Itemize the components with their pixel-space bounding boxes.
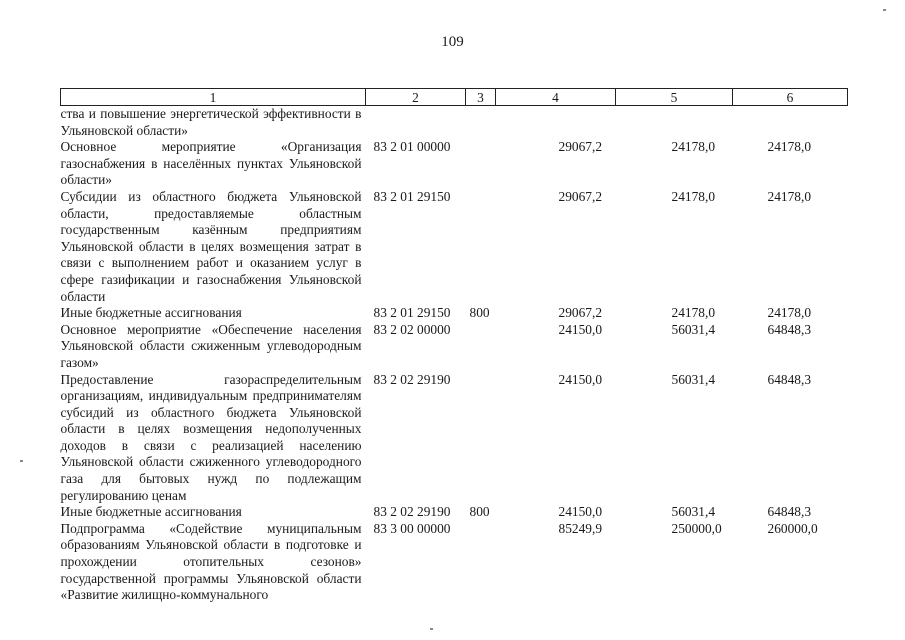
row-code	[366, 106, 466, 140]
row-value-col6: 64848,3	[767, 321, 812, 337]
row-code: 83 2 01 00000	[373, 139, 451, 155]
table-row	[61, 305, 848, 322]
page-number: 109	[441, 34, 464, 50]
row-expense-type	[466, 189, 496, 305]
row-value-col4: 29067,2	[558, 188, 603, 204]
row-value-col6: 64848,3	[767, 504, 812, 520]
row-code: 83 3 00 00000	[373, 520, 451, 536]
row-name: Основное мероприятие «Организация газоснабжения в населённых пунктах Ульяновской области»	[60, 139, 362, 188]
row-name: ства и повышение энергетической эффективности в Ульяновской области»	[60, 106, 362, 138]
row-value-col5: 24178,0	[671, 139, 716, 155]
row-value-col6: 24178,0	[767, 139, 812, 155]
row-expense-type: 800	[469, 305, 490, 321]
row-value-col5	[616, 106, 733, 140]
col-header-1: 1	[61, 89, 366, 106]
scan-speck	[20, 460, 23, 462]
col-header-3: 3	[466, 89, 496, 106]
col-header-6: 6	[733, 89, 848, 106]
table-row	[61, 372, 848, 505]
row-name: Иные бюджетные ассигнования	[60, 305, 242, 321]
row-name: Субсидии из областного бюджета Ульяновской области, предоставляемые областным государственным казённым предприятиям Ульяновской области в целях возмещения затрат в связи с выполнением работ и оказанием услуг в сфере газификации и газоснабжения Ульяновской области	[60, 188, 362, 304]
row-value-col6: 64848,3	[767, 371, 812, 387]
row-value-col4: 24150,0	[558, 371, 603, 387]
row-value-col6	[733, 106, 848, 140]
row-value-col4: 29067,2	[558, 305, 603, 321]
row-code: 83 2 01 29150	[373, 188, 451, 204]
col-header-4: 4	[496, 89, 616, 106]
row-name: Иные бюджетные ассигнования	[60, 504, 242, 520]
row-value-col4: 85249,9	[558, 520, 603, 536]
row-expense-type	[466, 322, 496, 372]
row-value-col6: 260000,0	[767, 520, 818, 536]
row-expense-type	[466, 521, 496, 604]
table-row	[61, 521, 848, 604]
col-header-2: 2	[366, 89, 466, 106]
row-value-col5: 250000,0	[671, 520, 722, 536]
header-row	[61, 89, 848, 106]
row-value-col4: 24150,0	[558, 504, 603, 520]
row-expense-type	[466, 372, 496, 505]
row-code: 83 2 02 00000	[373, 321, 451, 337]
row-value-col5: 24178,0	[671, 188, 716, 204]
row-code: 83 2 02 29190	[373, 504, 451, 520]
table-row	[61, 189, 848, 305]
row-expense-type	[466, 139, 496, 189]
row-value-col5: 56031,4	[671, 504, 716, 520]
row-value-col6: 24178,0	[767, 188, 812, 204]
row-value-col4	[496, 106, 616, 140]
row-value-col6: 24178,0	[767, 305, 812, 321]
row-value-col4: 29067,2	[558, 139, 603, 155]
table-row	[61, 322, 848, 372]
row-name: Подпрограмма «Содействие муниципальным образованиям Ульяновской области в подготовке и прохождении отопительных сезонов» государственной программы Ульяновской области «Развитие жилищно-коммунального	[60, 520, 362, 603]
budget-table	[60, 88, 848, 604]
row-name: Основное мероприятие «Обеспечение населения Ульяновской области сжиженным углеводородным газом»	[60, 321, 362, 370]
scan-speck	[883, 9, 886, 11]
table-row	[61, 106, 848, 140]
row-code: 83 2 02 29190	[373, 371, 451, 387]
row-value-col5: 24178,0	[671, 305, 716, 321]
table-row	[61, 504, 848, 521]
row-code: 83 2 01 29150	[373, 305, 451, 321]
row-name: Предоставление газораспределительным организациям, индивидуальным предпринимателям субсидий из областного бюджета Ульяновской области в целях возмещения недополученных доходов в связи с реализацией населению Ульяновской области сжиженного углеводородного газа для бытовых нужд по подлежащим регулированию ценам	[60, 371, 362, 503]
row-value-col4: 24150,0	[558, 321, 603, 337]
col-header-5: 5	[616, 89, 733, 106]
row-value-col5: 56031,4	[671, 321, 716, 337]
row-expense-type: 800	[469, 504, 490, 520]
row-expense-type	[466, 106, 496, 140]
scan-speck	[430, 628, 433, 630]
table-row	[61, 139, 848, 189]
row-value-col5: 56031,4	[671, 371, 716, 387]
